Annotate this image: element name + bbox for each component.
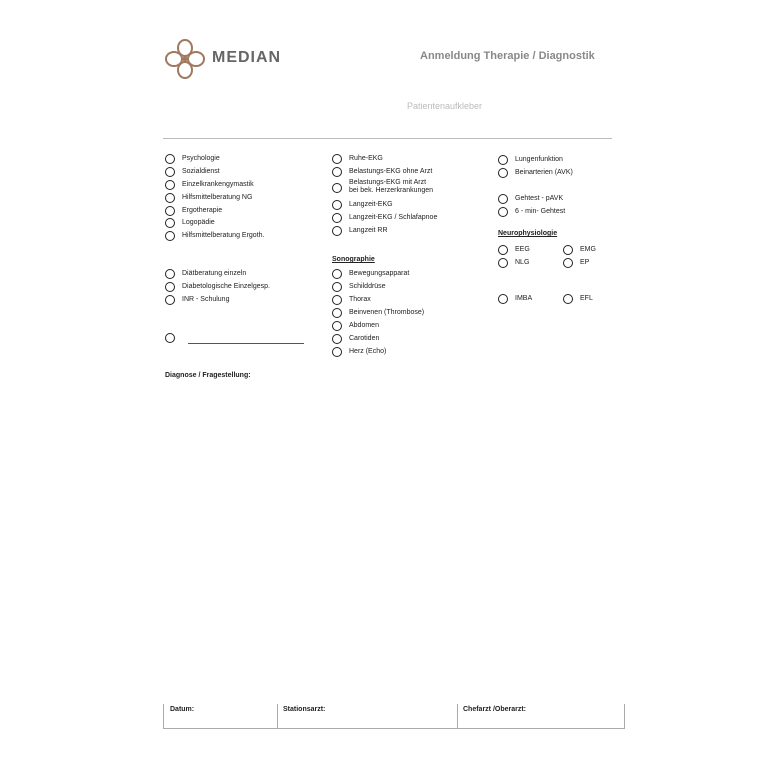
neurophysiology-heading: Neurophysiologie (498, 230, 558, 237)
option-label: Abdomen (349, 322, 379, 329)
radio-icon[interactable] (563, 294, 573, 304)
sonography-list (332, 268, 424, 358)
checkbox-option[interactable] (165, 280, 270, 293)
column-1 (165, 153, 264, 243)
option-label: EMG (580, 245, 596, 253)
radio-icon[interactable] (165, 333, 175, 343)
radio-icon[interactable] (165, 154, 175, 164)
neuro-left-list (498, 243, 530, 269)
checkbox-option[interactable] (165, 166, 264, 179)
radio-icon[interactable] (332, 183, 342, 193)
option-label: Schilddrüse (349, 283, 386, 291)
checkbox-option[interactable] (165, 267, 270, 280)
option-label: Hilfsmittelberatung Ergoth. (182, 232, 265, 240)
radio-icon[interactable] (498, 207, 508, 217)
option-label: IMBA (515, 295, 533, 302)
neuro-right-list (563, 243, 596, 269)
option-label: Einzelkrankengymastik (182, 180, 254, 188)
option-label: Langzeit RR (349, 227, 388, 234)
chief-doctor-field[interactable]: Chefarzt /Oberarzt: (463, 706, 527, 713)
radio-icon[interactable] (498, 258, 508, 268)
radio-icon[interactable] (332, 226, 342, 236)
option-label: Gehtest - pAVK (515, 194, 564, 202)
checkbox-option[interactable] (332, 153, 437, 166)
option-label: Lungenfunktion (515, 155, 563, 163)
radio-icon[interactable] (498, 294, 508, 304)
checkbox-option[interactable] (332, 281, 424, 294)
option-label: Beinvenen (Thrombose) (349, 309, 425, 317)
radio-icon[interactable] (165, 167, 175, 177)
option-label: EP (580, 258, 590, 266)
checkbox-option[interactable] (165, 204, 264, 217)
column-2 (332, 153, 437, 238)
option-label: Sozialdienst (182, 168, 220, 176)
option-label: NLG (515, 258, 530, 266)
checkbox-option[interactable] (332, 166, 437, 179)
custom-option-line[interactable] (188, 343, 304, 344)
radio-icon[interactable] (332, 200, 342, 210)
option-label: Hilfsmittelberatung NG (182, 193, 253, 201)
checkbox-option[interactable] (165, 293, 270, 306)
checkbox-option[interactable] (332, 268, 424, 281)
option-label: Belastungs-EKG mit Arzt bei bek. Herzerkrankungen (349, 178, 434, 194)
checkbox-option[interactable] (498, 256, 530, 269)
radio-icon[interactable] (165, 180, 175, 190)
radio-icon[interactable] (332, 213, 342, 223)
checkbox-option[interactable] (332, 307, 424, 320)
checkbox-option[interactable] (165, 153, 264, 166)
column-3-group-2 (498, 192, 565, 218)
radio-icon[interactable] (498, 155, 508, 165)
checkbox-option[interactable] (332, 320, 424, 333)
diagnosis-label: Diagnose / Fragestellung: (165, 372, 251, 379)
footer-separator (277, 704, 278, 728)
custom-option[interactable] (165, 333, 182, 343)
radio-icon[interactable] (165, 206, 175, 216)
radio-icon[interactable] (165, 295, 175, 305)
checkbox-option[interactable] (563, 256, 596, 269)
radio-icon[interactable] (165, 282, 175, 292)
sonography-heading: Sonographie (332, 256, 375, 263)
radio-icon[interactable] (563, 245, 573, 255)
radio-icon[interactable] (332, 308, 342, 318)
radio-icon[interactable] (332, 269, 342, 279)
radio-icon[interactable] (332, 295, 342, 305)
form-title: Anmeldung Therapie / Diagnostik (420, 50, 595, 62)
option-label: Langzeit-EKG (349, 201, 393, 208)
option-label: Langzeit-EKG / Schlafapnoe (349, 214, 438, 221)
option-label: 6 - min- Gehtest (515, 207, 566, 215)
radio-icon[interactable] (165, 218, 175, 228)
column-3 (498, 153, 573, 179)
checkbox-option[interactable] (563, 243, 596, 256)
checkbox-option[interactable] (332, 179, 437, 199)
checkbox-option[interactable] (498, 153, 573, 166)
footer-separator (457, 704, 458, 728)
option-label: Diätberatung einzeln (182, 269, 247, 277)
option-label: Belastungs-EKG ohne Arzt (349, 168, 433, 175)
checkbox-option[interactable] (498, 192, 565, 205)
checkbox-option[interactable] (165, 191, 264, 204)
header-divider (163, 138, 612, 139)
radio-icon[interactable] (332, 167, 342, 177)
radio-icon[interactable] (498, 194, 508, 204)
checkbox-option[interactable] (332, 212, 437, 225)
option-label: Logopädie (182, 219, 215, 227)
option-label: EEG (515, 245, 530, 253)
option-label: Herz (Echo) (349, 347, 387, 355)
ward-doctor-field[interactable]: Stationsarzt: (283, 706, 326, 713)
checkbox-option[interactable] (332, 294, 424, 307)
radio-icon[interactable] (332, 334, 342, 344)
option-label: INR - Schulung (182, 295, 230, 303)
option-label: Thorax (349, 296, 371, 304)
radio-icon[interactable] (332, 321, 342, 331)
option-label: Ruhe-EKG (349, 155, 383, 163)
checkbox-option[interactable] (332, 225, 437, 238)
checkbox-option[interactable] (498, 205, 565, 218)
option-imba[interactable] (498, 294, 532, 304)
radio-icon[interactable] (332, 347, 342, 357)
option-label: EFL (580, 295, 593, 302)
option-label: Bewegungsapparat (349, 270, 410, 278)
radio-icon[interactable] (563, 258, 573, 268)
date-field[interactable]: Datum: (170, 706, 195, 713)
radio-icon[interactable] (498, 168, 508, 178)
checkbox-option[interactable] (165, 217, 264, 230)
median-logo-icon (165, 38, 205, 80)
radio-icon[interactable] (165, 193, 175, 203)
option-label: Ergotherapie (182, 206, 223, 214)
checkbox-option[interactable] (165, 230, 264, 243)
radio-icon[interactable] (498, 245, 508, 255)
signature-box (163, 704, 625, 729)
checkbox-option[interactable] (332, 345, 424, 358)
radio-icon[interactable] (165, 231, 175, 241)
option-label: Psychologie (182, 155, 220, 163)
logo (165, 38, 205, 80)
checkbox-option[interactable] (498, 243, 530, 256)
column-1-group-2 (165, 267, 270, 306)
option-label: Beinarterien (AVK) (515, 168, 573, 176)
option-efl[interactable] (563, 294, 593, 304)
radio-icon[interactable] (332, 154, 342, 164)
option-label: Carotiden (349, 334, 380, 342)
checkbox-option[interactable] (498, 166, 573, 179)
logo-text: MEDIAN (212, 49, 282, 66)
patient-sticker-label: Patientenaufkleber (407, 101, 483, 111)
radio-icon[interactable] (165, 269, 175, 279)
radio-icon[interactable] (332, 282, 342, 292)
checkbox-option[interactable] (332, 332, 424, 345)
checkbox-option[interactable] (165, 179, 264, 192)
checkbox-option[interactable] (332, 199, 437, 212)
option-label: Diabetologische Einzelgesp. (182, 282, 270, 290)
